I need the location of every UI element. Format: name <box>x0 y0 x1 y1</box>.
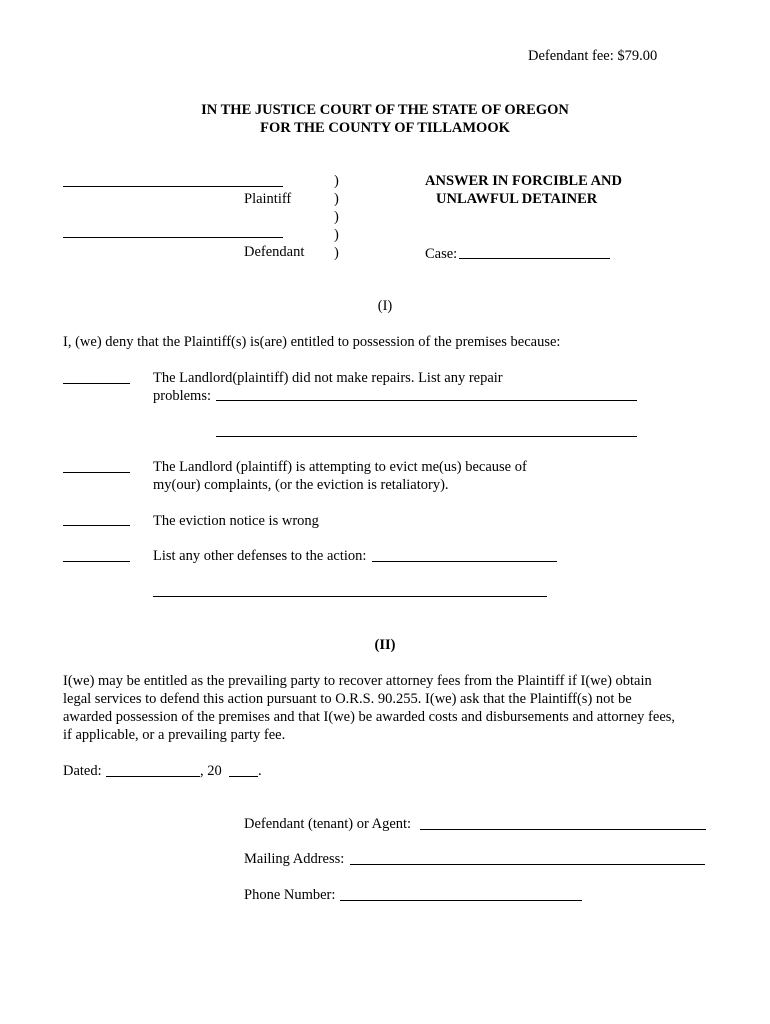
section-1-heading: (I) <box>377 298 393 314</box>
document-title-line2: UNLAWFUL DETAINER <box>436 191 598 207</box>
mailing-address-label: Mailing Address: <box>244 851 345 867</box>
case-number-line[interactable] <box>459 258 610 259</box>
section-2-para-line4: if applicable, or a prevailing party fee. <box>63 727 286 743</box>
dated-period: . <box>258 763 262 779</box>
caption-paren: ) <box>334 227 339 243</box>
caption-paren: ) <box>334 173 339 189</box>
phone-number-label: Phone Number: <box>244 887 336 903</box>
section-2-para-line1: I(we) may be entitled as the prevailing party to recover attorney fees from the Plaintiff if I(we) obtain <box>63 673 652 689</box>
dated-label: Dated: <box>63 763 102 779</box>
item-4-checkline[interactable] <box>63 561 130 562</box>
dated-day-line[interactable] <box>106 776 200 777</box>
item-3-text: The eviction notice is wrong <box>153 513 319 529</box>
plaintiff-label: Plaintiff <box>244 191 292 207</box>
court-title-line2: FOR THE COUNTY OF TILLAMOOK <box>260 120 510 136</box>
agent-label: Defendant (tenant) or Agent: <box>244 816 412 832</box>
repair-problems-line[interactable] <box>216 400 637 401</box>
mailing-address-line[interactable] <box>350 864 705 865</box>
section-1-intro: I, (we) deny that the Plaintiff(s) is(are) entitled to possession of the premises because: <box>63 334 561 350</box>
document-title-line1: ANSWER IN FORCIBLE AND <box>425 173 622 189</box>
other-defenses-line[interactable] <box>372 561 557 562</box>
item-2-text-line2: my(our) complaints, (or the eviction is retaliatory). <box>153 477 449 493</box>
dated-year-prefix: , 20 <box>200 763 222 779</box>
other-defenses-line-2[interactable] <box>153 596 547 597</box>
dated-year-line[interactable] <box>229 776 258 777</box>
item-2-text-line1: The Landlord (plaintiff) is attempting to evict me(us) because of <box>153 459 527 475</box>
defendant-fee: Defendant fee: $79.00 <box>528 48 658 64</box>
caption-paren: ) <box>334 191 339 207</box>
item-1-text-line1: The Landlord(plaintiff) did not make repairs. List any repair <box>153 370 503 386</box>
section-2-heading: (II) <box>374 637 396 653</box>
item-1-text-line2: problems: <box>153 388 211 404</box>
defendant-label: Defendant <box>244 244 305 260</box>
caption-paren: ) <box>334 209 339 225</box>
item-4-text: List any other defenses to the action: <box>153 548 367 564</box>
phone-number-line[interactable] <box>340 900 582 901</box>
repair-problems-line-2[interactable] <box>216 436 637 437</box>
defendant-name-line[interactable] <box>63 237 283 238</box>
item-1-checkline[interactable] <box>63 383 130 384</box>
court-title-line1: IN THE JUSTICE COURT OF THE STATE OF OREGON <box>201 102 569 118</box>
plaintiff-name-line[interactable] <box>63 186 283 187</box>
case-label: Case: <box>425 246 458 262</box>
item-2-checkline[interactable] <box>63 472 130 473</box>
item-3-checkline[interactable] <box>63 525 130 526</box>
section-2-para-line3: awarded possession of the premises and that I(we) be awarded costs and disbursements and attorney fees, <box>63 709 676 725</box>
agent-signature-line[interactable] <box>420 829 706 830</box>
caption-paren: ) <box>334 245 339 261</box>
section-2-para-line2: legal services to defend this action pursuant to O.R.S. 90.255. I(we) ask that the Plaintiff(s) not be <box>63 691 632 707</box>
